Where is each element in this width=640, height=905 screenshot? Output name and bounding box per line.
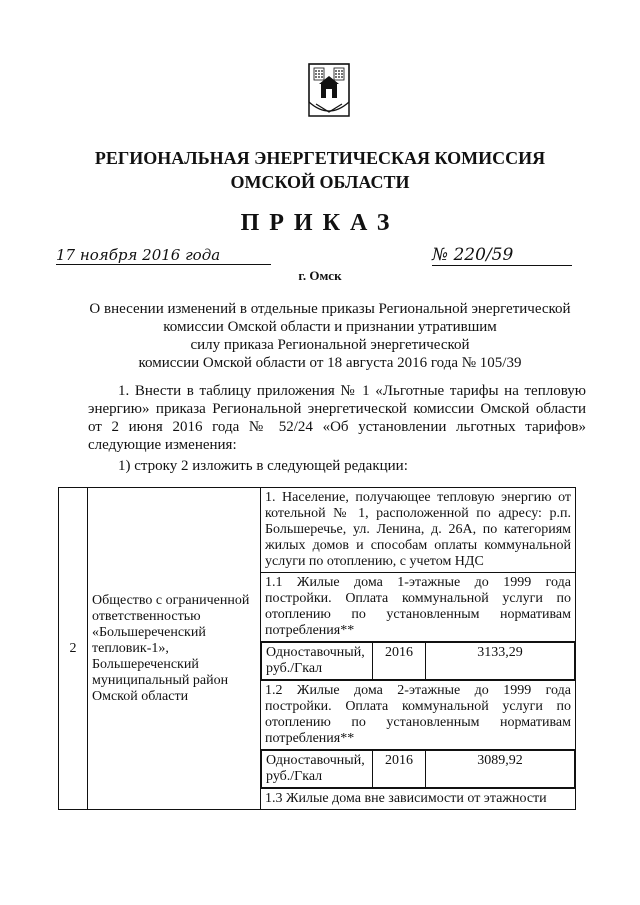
body-paragraph-2: 1) строку 2 изложить в следующей редакции: — [118, 458, 408, 474]
paragraph-1-text: 1. Внести в таблицу приложения № 1 «Льготные тарифы на тепловую энергию» приказа Региональной энергетической комиссии Омской области от 2 июня 2016 года № 52/24 «Об установлении льготных тарифов» следующие изменения: — [88, 383, 586, 453]
subject-line: комиссии Омской области от 18 августа 2016 года № 105/39 — [138, 355, 522, 371]
organization-name-line2: ОМСКОЙ ОБЛАСТИ — [230, 172, 410, 192]
organization-cell: Общество с ограниченной ответственностью «Большереченский тепловик-1», Большереченский муниципальный район Омской области — [88, 488, 261, 810]
coat-of-arms-emblem — [306, 62, 352, 120]
tariff-label-cell: Одноставочный, руб./Гкал — [262, 751, 373, 788]
subject-line: силу приказа Региональной энергетической — [190, 337, 470, 353]
organization-name-line1: РЕГИОНАЛЬНАЯ ЭНЕРГЕТИЧЕСКАЯ КОМИССИЯ — [94, 148, 546, 168]
body-paragraph-1 — [88, 382, 586, 454]
handwritten-order-number: № 220/59 — [432, 245, 572, 266]
subject-line: О внесении изменений в отдельные приказы Региональной энергетической — [89, 301, 571, 317]
tariff-year-cell: 2016 — [373, 643, 426, 680]
item-title-cell: 1.3 Жилые дома вне зависимости от этажности — [261, 789, 576, 810]
section-heading-cell: 1. Население, получающее тепловую энергию от котельной № 1, расположенной по адресу: р.п. Большеречье, ул. Ленина, д. 26А, по категориям жилых домов и способам оплаты коммунальной услуги по отоплению, с учетом НДС — [261, 488, 576, 573]
tariff-label-cell: Одноставочный, руб./Гкал — [262, 643, 373, 680]
tariff-table — [58, 487, 576, 810]
document-type-title: ПРИКАЗ — [240, 210, 400, 236]
tariff-row — [261, 642, 576, 681]
order-subject — [60, 300, 600, 372]
row-number-cell: 2 — [59, 488, 88, 810]
handwritten-date: 17 ноября 2016 года — [56, 246, 271, 265]
tariff-year-cell: 2016 — [373, 751, 426, 788]
item-title-cell: 1.1 Жилые дома 1-этажные до 1999 года постройки. Оплата коммунальной услуги по отоплению по установленным нормативам потребления** — [261, 573, 576, 642]
city-label: г. Омск — [298, 268, 342, 283]
tariff-value-cell: 3089,92 — [426, 751, 575, 788]
tariff-values-table — [261, 642, 575, 680]
tariff-row — [261, 750, 576, 789]
tariff-value-cell: 3133,29 — [426, 643, 575, 680]
tariff-values-table — [261, 750, 575, 788]
item-title-cell: 1.2 Жилые дома 2-этажные до 1999 года постройки. Оплата коммунальной услуги по отоплению по установленным нормативам потребления** — [261, 681, 576, 750]
subject-line: комиссии Омской области и признании утратившим — [163, 319, 497, 335]
